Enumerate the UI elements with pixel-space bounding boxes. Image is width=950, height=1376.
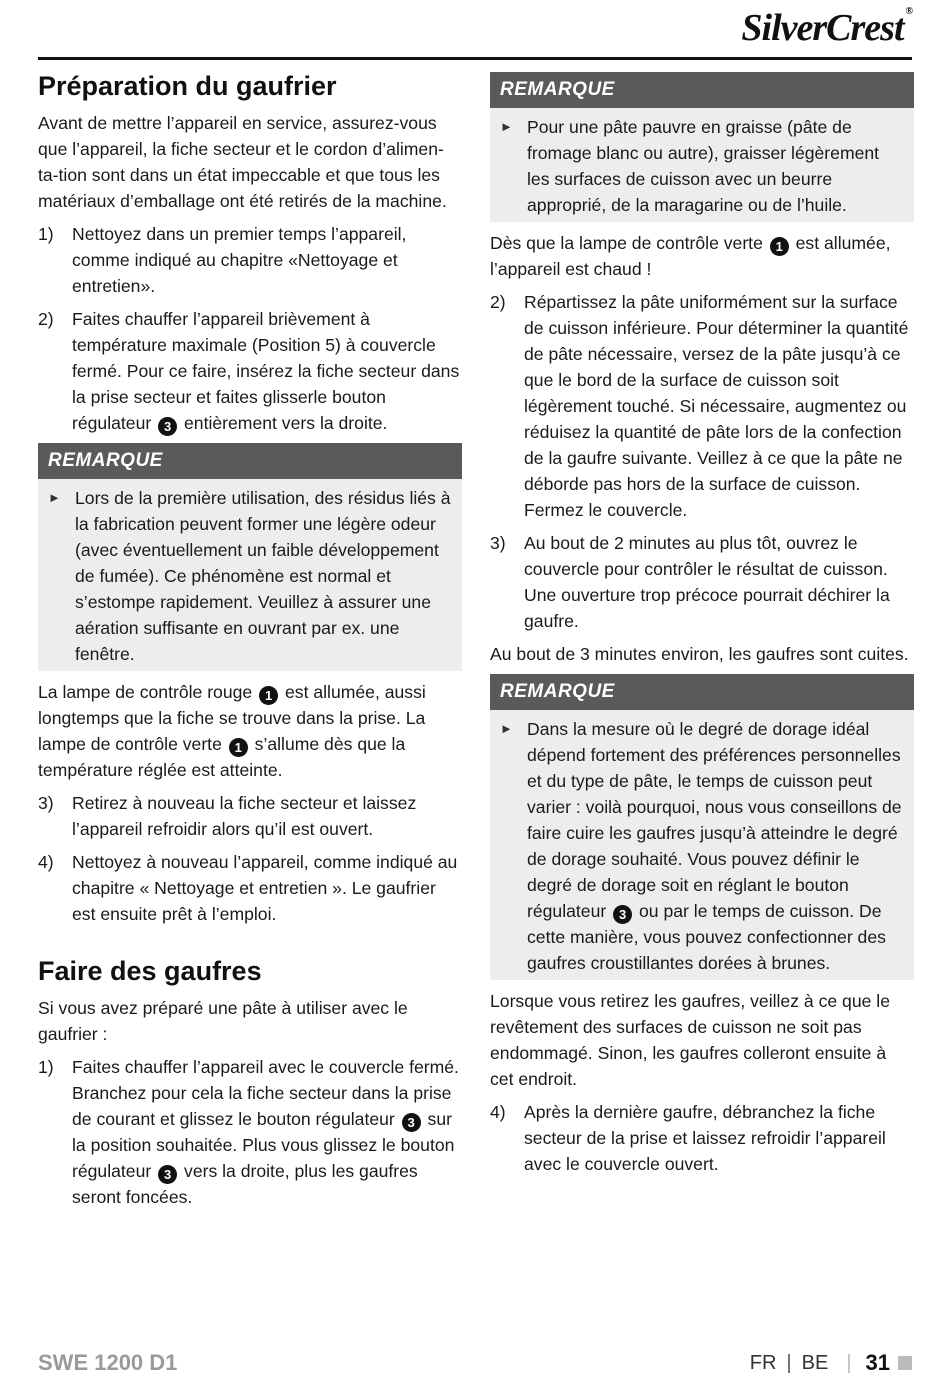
reference-number-badge: 3 [402,1113,421,1132]
step-item: 2) Faites chauffer l’appareil brièvement à température maximale (Position 5) à couvercle fermé. Pour ce faire, insérez la fiche secteur dans la prise secteur et faites glisserle bouton régulateur 3 entièrement vers la droite. [38,309,460,434]
reference-number-badge: 1 [229,738,248,757]
brand-logo: SilverCrest ® [741,6,912,49]
triangle-bullet-icon: ► [500,721,513,736]
reference-number-badge: 3 [158,1165,177,1184]
step-item: 3) Au bout de 2 minutes au plus tôt, ouvrez le couvercle pour contrôler le résultat de cuisson. Une ouverture trop précoce pourrait déchirer la gaufre. [490,533,890,631]
remark-box: REMARQUE ► Lors de la première utilisation, des résidus liés à la fabrication peuvent former une légère odeur (avec éventuellement un faible développement de fumée). Ce phénomène est normal et s’estompe rapidement. Veuillez à assurer une aération suffisante en ouvrant par ex. une fenêtre. [38,443,462,671]
header-rule [38,57,912,60]
lamp-paragraph: La lampe de contrôle rouge 1 est allumée, aussi longtemps que la fiche se trouve dans la prise. La lampe de contrôle verte 1 s’allume dès que la température réglée est atteinte. [38,682,426,780]
reference-number-badge: 3 [613,905,632,924]
page-number: 31 [865,1350,890,1375]
remark-heading: REMARQUE [38,443,462,479]
remark-heading: REMARQUE [490,72,914,108]
triangle-bullet-icon: ► [48,490,61,505]
reference-number-badge: 3 [158,417,177,436]
footer-pagination [750,1350,912,1376]
section-title-preparation: Préparation du gaufrier [38,71,337,101]
model-number: SWE 1200 D1 [38,1350,178,1375]
left-column [38,70,462,1217]
green-lamp-paragraph: Dès que la lampe de contrôle verte 1 est allumée, l’appareil est chaud ! [490,233,891,279]
step-item: 1) Nettoyez dans un premier temps l’appareil, comme indiqué au chapitre «Nettoyage et entretien». [38,224,407,296]
language-code: FR [749,1351,777,1374]
remove-paragraph: Lorsque vous retirez les gaufres, veillez à ce que le revêtement des surfaces de cuisson ne soit pas endommagé. Sinon, les gaufres colleront ensuite à cet endroit. [490,991,890,1089]
step-item: 1) Faites chauffer l’appareil avec le couvercle fermé. Branchez pour cela la fiche secteur dans la prise de courant et glissez le bouton régulateur 3 sur la position souhaitée. Plus vous glissez le bouton régulateur 3 vers la droite, plus les gaufres seront foncées. [38,1057,459,1207]
section-title-waffles: Faire des gaufres [38,956,262,986]
remark-box: REMARQUE ► Pour une pâte pauvre en graisse (pâte de fromage blanc ou autre), graisser légèrement les surfaces de cuisson avec un beurre approprié, de la maragarine ou de l’huile. [490,72,914,222]
square-marker-icon [898,1356,912,1370]
intro-paragraph: Avant de mettre l’appareil en service, assurez-vous que l’appareil, la fiche secteur et le cordon d’alimen-ta-tion sont dans un état impeccable et que tous les matériaux d’emballage ont été retirés de la machine. [38,113,447,211]
step-item: 2) Répartissez la pâte uniformément sur la surface de cuisson inférieure. Pour déterminer la quantité de pâte nécessaire, versez de la pâte jusqu’à ce que le bord de la surface de cuisson soit légèrement touché. Si nécessaire, augmentez ou réduisez la quantité de pâte lors de la confection de la gaufre suivante. Veillez à ce que la pâte ne déborde pas hors de la surface de cuisson. Fermez le couvercle. [490,292,909,520]
separator: | [786,1351,792,1374]
reference-number-badge: 1 [259,686,278,705]
remark-heading: REMARQUE [490,674,914,710]
cooked-paragraph: Au bout de 3 minutes environ, les gaufres sont cuites. [490,644,909,664]
step-item: 4) Nettoyez à nouveau l’appareil, comme indiqué au chapitre « Nettoyage et entretien ». Le gaufrier est ensuite prêt à l’emploi. [38,852,458,924]
right-column [490,70,914,1184]
step-item: 3) Retirez à nouveau la fiche secteur et laissez l’appareil refroidir alors qu’il est ouvert. [38,793,417,839]
step-item: 4) Après la dernière gaufre, débranchez la fiche secteur de la prise et laissez refroidir l’appareil avec le couvercle ouvert. [490,1102,886,1174]
separator: | [846,1351,852,1374]
remark-box: REMARQUE ► Dans la mesure où le degré de dorage idéal dépend fortement des préférences personnelles et du type de pâte, le temps de cuisson peut varier : voilà pourquoi, nous vous conseillons de faire cuire les gaufres jusqu’à atteindre le degré de dorage souhaité. Vous pouvez définir le degré de dorage soit en réglant le bouton régulateur 3 ou par le temps de cuisson. De cette manière, vous pouvez confectionner des gaufres croustillantes dorées à brunes. [490,674,914,980]
triangle-bullet-icon: ► [500,119,513,134]
language-code: BE [801,1351,829,1374]
intro2-paragraph: Si vous avez préparé une pâte à utiliser avec le gaufrier : [38,998,408,1044]
reference-number-badge: 1 [770,237,789,256]
